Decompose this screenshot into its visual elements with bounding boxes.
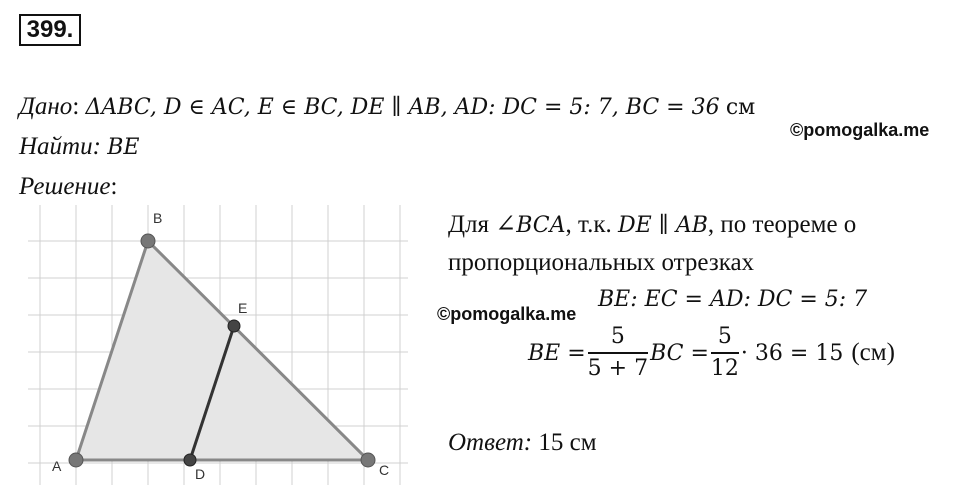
explanation-line-2: пропорциональных отрезках <box>448 249 755 276</box>
expl-suffix: , по теореме о <box>707 211 857 238</box>
find-target: BE <box>107 135 140 160</box>
given-label: Дано <box>19 93 73 120</box>
fraction-2 <box>711 322 739 384</box>
solution-colon: : <box>110 173 118 200</box>
point-d <box>184 454 196 466</box>
expl-relation: DE ∥ AB <box>617 213 708 238</box>
explanation-line-1 <box>448 210 856 241</box>
formula-mid: BC = <box>650 340 709 366</box>
label-e: E <box>238 300 248 316</box>
fraction-1-denominator: 5 + 7 <box>587 356 649 381</box>
answer-line <box>448 428 597 458</box>
label-c: C <box>379 462 390 478</box>
triangle-figure <box>28 205 408 485</box>
expl-angle: BCA <box>516 213 566 238</box>
answer-value: 15 см <box>538 429 597 456</box>
formula-unit: (см) <box>851 339 895 366</box>
given-line <box>19 92 755 123</box>
label-b: B <box>153 210 163 226</box>
label-a: A <box>52 458 62 474</box>
formula <box>528 322 895 384</box>
watermark-middle: ©pomogalka.me <box>437 304 577 324</box>
watermark-top: ©pomogalka.me <box>790 120 930 140</box>
given-statement: ΔABC, D ∈ AC, E ∈ BC, DE ∥ AB, AD: DC = 5: 7, BC = 36 <box>85 95 720 120</box>
expl-mid: , т.к. <box>565 211 618 238</box>
point-c <box>361 453 375 467</box>
triangle-abc <box>76 241 368 460</box>
point-a <box>69 453 83 467</box>
solution-line <box>19 172 117 202</box>
problem-number: 399. <box>19 14 81 46</box>
fraction-2-denominator: 12 <box>710 356 739 381</box>
fraction-2-numerator: 5 <box>711 322 739 354</box>
formula-lhs: BE = <box>528 340 586 366</box>
expl-prefix: Для ∠ <box>448 211 517 238</box>
fraction-1 <box>588 322 648 384</box>
point-b <box>141 234 155 248</box>
given-unit: см <box>725 95 756 120</box>
find-label: Найти: <box>19 133 101 160</box>
solution-label: Решение <box>19 173 111 200</box>
fraction-1-numerator: 5 <box>588 322 648 354</box>
answer-label: Ответ: <box>448 429 533 456</box>
point-e <box>228 320 240 332</box>
formula-rest: · 36 = 15 <box>740 340 844 366</box>
given-colon: : <box>72 93 86 120</box>
label-d: D <box>195 466 206 482</box>
ratio-line: BE: EC = AD: DC = 5: 7 <box>598 287 868 312</box>
find-line <box>19 132 139 163</box>
